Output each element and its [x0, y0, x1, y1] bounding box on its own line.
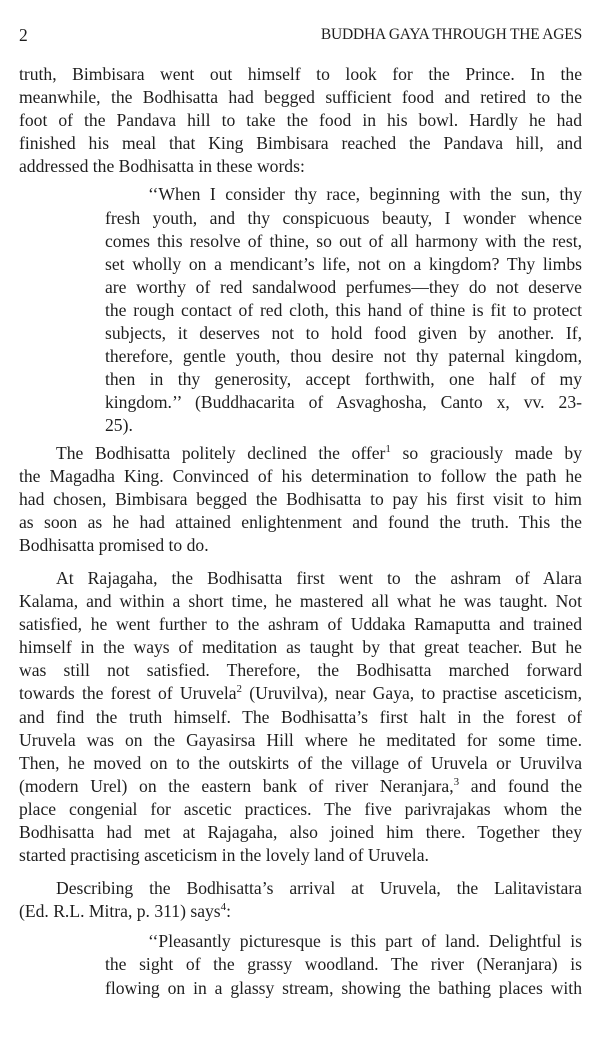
text-line: foot of the Pandava hill to take the food in his bowl. Hardly he had [19, 110, 582, 131]
quote-line: 25). [105, 415, 133, 436]
text-segment: The Bodhisatta politely declined the offer [56, 442, 386, 463]
text-line: Bodhisatta had met at Rajagaha, also joined him there. Together they [19, 822, 582, 842]
quote-line: the rough contact of red cloth, this hand of thine is fit to protect [105, 299, 582, 320]
quote-line: fresh youth, and thy conspicuous beauty, I wonder whence [105, 207, 582, 228]
quote-line: ‘‘When I consider thy race, beginning with the sun, thy [148, 184, 582, 205]
text-line: and find the truth himself. The Bodhisatta’s first halt in the forest of [19, 706, 582, 727]
text-segment: (Ed. R.L. Mitra, p. 311) says [19, 901, 221, 922]
text-line [19, 900, 582, 923]
text-line: finished his meal that King Bimbisara reached the Pandava hill, and [19, 133, 582, 154]
text-line: place congenial for ascetic practices. The five parivrajakas whom the [19, 798, 582, 819]
text-line [19, 682, 582, 705]
text-line: addressed the Bodhisatta in these words: [19, 156, 305, 177]
text-line: himself in the ways of meditation as taught by that great teacher. But he [19, 637, 582, 658]
paragraph-2 [19, 442, 582, 557]
paragraph-3 [19, 567, 582, 867]
text-line: Uruvela was on the Gayasirsa Hill where he meditated for some time. [19, 729, 582, 750]
text-segment: and found the [459, 775, 583, 796]
quote-line: therefore, gentle youth, thou desire not thy paternal kingdom, [105, 346, 582, 367]
text-line [19, 442, 582, 465]
quote-line: flowing on in a glassy stream, showing the bathing places with [105, 977, 582, 998]
text-line: Then, he moved on to the outskirts of the village of Uruvela or Uruvilva [19, 752, 582, 773]
text-line: meanwhile, the Bodhisatta had begged sufficient food and retired to the [19, 87, 582, 108]
text-line [19, 775, 582, 798]
text-segment: towards the forest of Uruvela [19, 683, 237, 704]
quote-line: then in thy generosity, accept forthwith, one half of my [105, 369, 582, 390]
text-line: Describing the Bodhisatta’s arrival at Uruvela, the Lalitavistara [56, 878, 582, 899]
text-line: Bodhisatta promised to do. [19, 534, 209, 555]
text-segment: : [226, 901, 232, 922]
quote-line: subjects, it deserves not to hold food given by another. If, [105, 323, 582, 344]
footnote-ref-1[interactable]: 1 [385, 442, 391, 455]
text-line: as soon as he had attained enlightenment and found the truth. This the [19, 511, 582, 532]
text-line: Kalama, and within a short time, he mastered all what he was taught. Not [19, 591, 582, 612]
page-number: 2 [19, 25, 28, 45]
quote-line: comes this resolve of thine, so out of all harmony with the rest, [105, 230, 582, 251]
footnote-ref-2[interactable]: 2 [236, 683, 243, 696]
text-segment: so graciously made by [390, 442, 582, 463]
block-quote-lalitavistara [19, 930, 582, 999]
quote-line: are worthy of red sandalwood perfumes—they do not deserve [105, 276, 582, 297]
text-line: was still not satisfied. Therefore, the Bodhisatta marched forward [19, 660, 582, 681]
paragraph-1 [19, 63, 582, 178]
quote-line: set wholly on a mendicant’s life, not on a kingdom? Thy limbs [105, 253, 582, 274]
running-title: BUDDHA GAYA THROUGH THE AGES [320, 26, 582, 43]
text-line: satisfied, he went further to the ashram of Uddaka Ramaputta and trained [19, 614, 582, 635]
quote-line: the sight of the grassy woodland. The river (Neranjara) is [105, 954, 582, 975]
text-line: the Magadha King. Convinced of his determination to follow the path he [19, 465, 582, 486]
footnote-ref-4[interactable]: 4 [220, 901, 227, 914]
text-line: had chosen, Bimbisara begged the Bodhisatta to pay his first visit to him [19, 488, 582, 509]
footnote-ref-3[interactable]: 3 [453, 775, 460, 788]
paragraph-4 [19, 877, 582, 923]
body-text [19, 63, 582, 1000]
text-segment: (Uruvilva), near Gaya, to practise asceticism, [242, 683, 582, 704]
block-quote-buddhacarita [19, 183, 582, 437]
text-line: started practising asceticism in the lovely land of Uruvela. [19, 845, 429, 866]
text-line: truth, Bimbisara went out himself to look for the Prince. In the [19, 64, 582, 84]
running-header [19, 24, 582, 46]
text-line: At Rajagaha, the Bodhisatta first went to the ashram of Alara [56, 567, 582, 588]
quote-line: kingdom.’’ (Buddhacarita of Asvaghosha, Canto x, vv. 23- [105, 392, 582, 413]
text-segment: (modern Urel) on the eastern bank of river Neranjara, [19, 775, 454, 796]
quote-line: ‘‘Pleasantly picturesque is this part of land. Delightful is [148, 931, 582, 952]
